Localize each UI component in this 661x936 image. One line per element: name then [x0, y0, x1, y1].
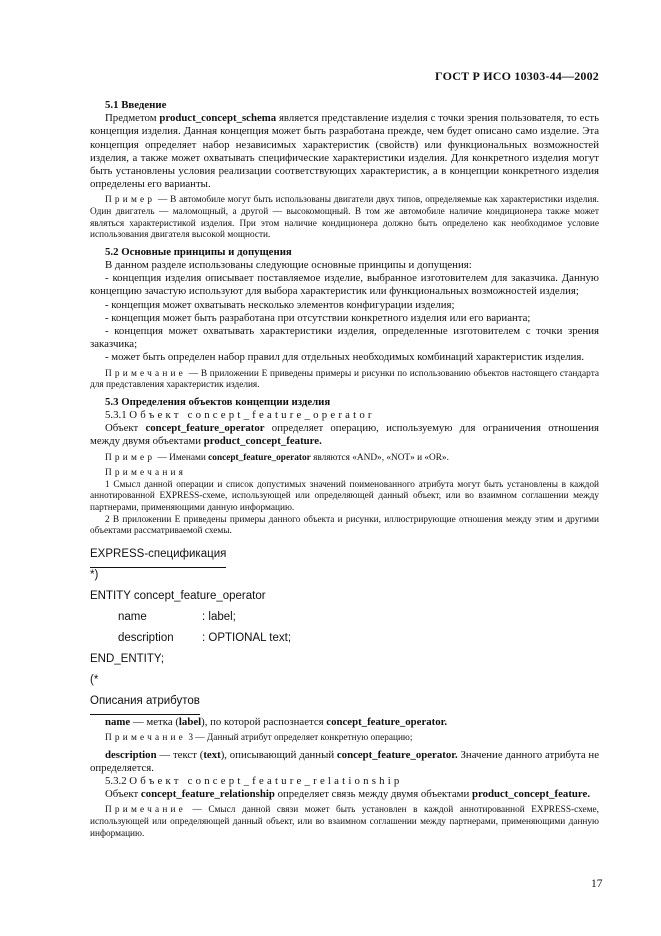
note-block: Примечание — В приложении E приведены примеры и рисунки по использованию объектов настоящего стандарта для представления характеристик изделия. [90, 368, 599, 391]
relationship-note: Примечание — Смысл данной связи может быть установлен в каждой аннотированной EXPRESS-схеме, использующей или определяющей данный объект, или во взаимном соглашении между партнерами, применяющими данную информацию. [90, 805, 599, 839]
intro-paragraph: Предметом product_concept_schema является представление изделия с точки зрения пользователя, то есть концепция изделия. Данная концепция может быть разработана прежде, чем будет описано само изделие. Эта концепция определяет набор независимых характеристик (свойств) или функциональных возможностей изделия, а также может охватывать специфические характеристики изделия. Для конкретного изделия могут быть установлены условия реализации соответствующих характеристик, а в концепции конкретного изделия определены его варианты. [90, 112, 600, 191]
express-attribute: description : OPTIONAL text; [118, 631, 292, 644]
express-attribute: name : label; [118, 610, 236, 623]
principle-item: - концепция изделия описывает поставляемое изделие, выбранное изготовителем для заказчика. Данную концепцию зачастую используют для выбора характеристик или функциональных возможностей изделия; [90, 272, 599, 298]
section-5-1-heading: 5.1 Введение [105, 99, 167, 111]
relationship-definition: Объект concept_feature_relationship определяет связь между двумя объектами product_concept_feature. [105, 788, 591, 801]
express-close: (* [90, 673, 99, 686]
section-5-2-heading: 5.2 Основные принципы и допущения [105, 245, 292, 258]
attr-name-description: name — метка (label), по которой распознается concept_feature_operator. [105, 715, 448, 728]
subsection-5-3-1-title: 5.3.1 Объект concept_feature_operator [105, 409, 375, 422]
principle-item: - может быть определен набор правил для отдельных необходимых комбинаций характеристик изделия. [105, 351, 585, 364]
subsection-5-3-2-title: 5.3.2 Объект concept_feature_relationship [105, 774, 403, 787]
operator-example: Пример — Именами concept_feature_operator являются «AND», «NOT» и «OR». [105, 452, 449, 463]
note-3: Примечание 3 — Данный атрибут определяет конкретную операцию; [105, 732, 413, 743]
express-title: EXPRESS-спецификация [90, 544, 226, 568]
notes-label: Примечания [105, 468, 187, 479]
page-body [90, 97, 599, 840]
principle-item: - концепция может быть разработана при отсутствии конкретного изделия или его варианта; [105, 311, 531, 324]
principle-item: - концепция может охватывать характеристики изделия, определенные изготовителем с точки зрения заказчика; [90, 325, 599, 351]
express-specification [90, 544, 599, 712]
express-open: *) [90, 568, 99, 581]
page-number: 17 [591, 878, 603, 890]
document-header: ГОСТ Р ИСО 10303-44—2002 [435, 69, 599, 83]
principle-item: - концепция может охватывать несколько элементов конфигурации изделия; [105, 298, 455, 311]
principles-intro: В данном разделе использованы следующие основные принципы и допущения: [105, 259, 472, 271]
note-2: 2 В приложении E приведены примеры данного объекта и рисунки, иллюстрирующие отношения между этим и другими объектами рассматриваемой схемы. [90, 514, 599, 537]
example-block: Пример — В автомобиле могут быть использованы двигатели двух типов, определяемые как характеристики изделия. Один двигатель — маломощный, а другой — высокомощный. В том же автомобиле наличие кондиционера также может являться характеристикой изделия. При этом наличие кондиционера должно быть определено как необходимое условие использования двигателя высокой мощности. [90, 195, 599, 241]
section-5-3-heading: 5.3 Определения объектов концепции изделия [105, 395, 331, 408]
express-end-entity: END_ENTITY; [90, 652, 165, 665]
operator-definition: Объект concept_feature_operator определяет операцию, используемую для ограничения отношения между двумя объектами product_concept_feature. [90, 422, 600, 448]
attr-description-description: description — текст (text), описывающий данный concept_feature_operator. Значение данного атрибута не определяется. [90, 748, 599, 774]
note-1: 1 Смысл данной операции и список допустимых значений поименованного атрибута могут быть установлены в каждой аннотированной EXPRESS-схеме, использующей или определяющей данный объект, или во взаимном соглашении между партнерами, применяющими данную информацию. [90, 479, 599, 513]
attribute-descriptions-title: Описания атрибутов [90, 691, 200, 715]
express-entity: ENTITY concept_feature_operator [90, 589, 266, 602]
